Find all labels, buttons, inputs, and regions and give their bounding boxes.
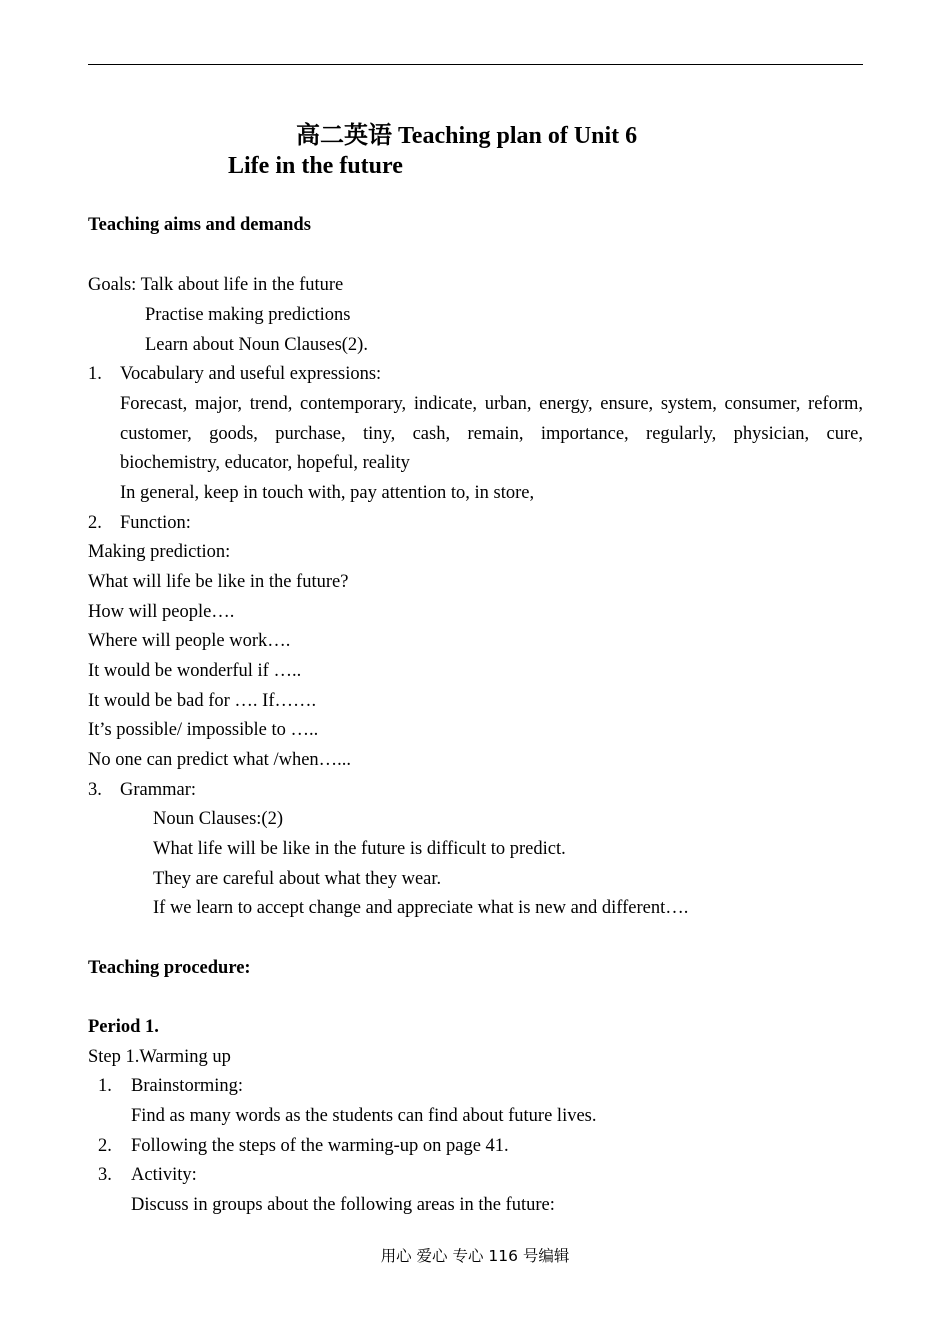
header-rule <box>88 64 863 65</box>
step-item: Find as many words as the students can find about future lives. <box>131 1106 597 1126</box>
vocab-line: biochemistry, educator, hopeful, reality <box>120 453 410 473</box>
list-number: 2. <box>88 513 102 533</box>
function-line: Where will people work…. <box>88 631 291 651</box>
function-line: What will life be like in the future? <box>88 572 349 592</box>
step-item: Activity: <box>131 1165 197 1185</box>
vocab-heading: Vocabulary and useful expressions: <box>120 364 382 384</box>
goal-line: Goals: Talk about life in the future <box>88 275 344 295</box>
function-line: Making prediction: <box>88 542 231 562</box>
aims-heading: Teaching aims and demands <box>88 215 311 235</box>
grammar-heading: Grammar: <box>120 780 197 800</box>
step-item: Brainstorming: <box>131 1076 244 1096</box>
step-heading: Step 1.Warming up <box>88 1047 231 1067</box>
document-subtitle: Life in the future <box>228 153 403 179</box>
list-number: 1. <box>88 364 102 384</box>
procedure-heading: Teaching procedure: <box>88 958 251 978</box>
step-item: Following the steps of the warming-up on page 41. <box>131 1136 509 1156</box>
function-line: It would be wonderful if ….. <box>88 661 302 681</box>
list-number: 3. <box>88 780 102 800</box>
list-number: 1. <box>98 1076 112 1096</box>
function-line: How will people…. <box>88 602 235 622</box>
list-number: 2. <box>98 1136 112 1156</box>
grammar-line: Noun Clauses:(2) <box>153 809 283 829</box>
function-line: It would be bad for …. If……. <box>88 691 317 711</box>
function-line: No one can predict what /when…... <box>88 750 352 770</box>
grammar-line: What life will be like in the future is difficult to predict. <box>153 839 566 859</box>
list-number: 3. <box>98 1165 112 1185</box>
grammar-line: They are careful about what they wear. <box>153 869 442 889</box>
step-item: Discuss in groups about the following areas in the future: <box>131 1195 555 1215</box>
vocab-line: Forecast, major, trend, contemporary, indicate, urban, energy, ensure, system, consumer, reform, <box>120 394 863 414</box>
document-title: 高二英语 Teaching plan of Unit 6 <box>296 123 638 149</box>
function-heading: Function: <box>120 513 191 533</box>
function-line: It’s possible/ impossible to ….. <box>88 720 319 740</box>
page-footer: 用心 爱心 专心 116 号编辑 <box>380 1247 570 1265</box>
goal-line: Practise making predictions <box>145 305 351 325</box>
vocab-line: In general, keep in touch with, pay attention to, in store, <box>120 483 535 503</box>
period-heading: Period 1. <box>88 1017 159 1037</box>
grammar-line: If we learn to accept change and appreciate what is new and different…. <box>153 898 689 918</box>
vocab-line: customer, goods, purchase, tiny, cash, remain, importance, regularly, physician, cure, <box>120 424 863 444</box>
goal-line: Learn about Noun Clauses(2). <box>145 335 368 355</box>
